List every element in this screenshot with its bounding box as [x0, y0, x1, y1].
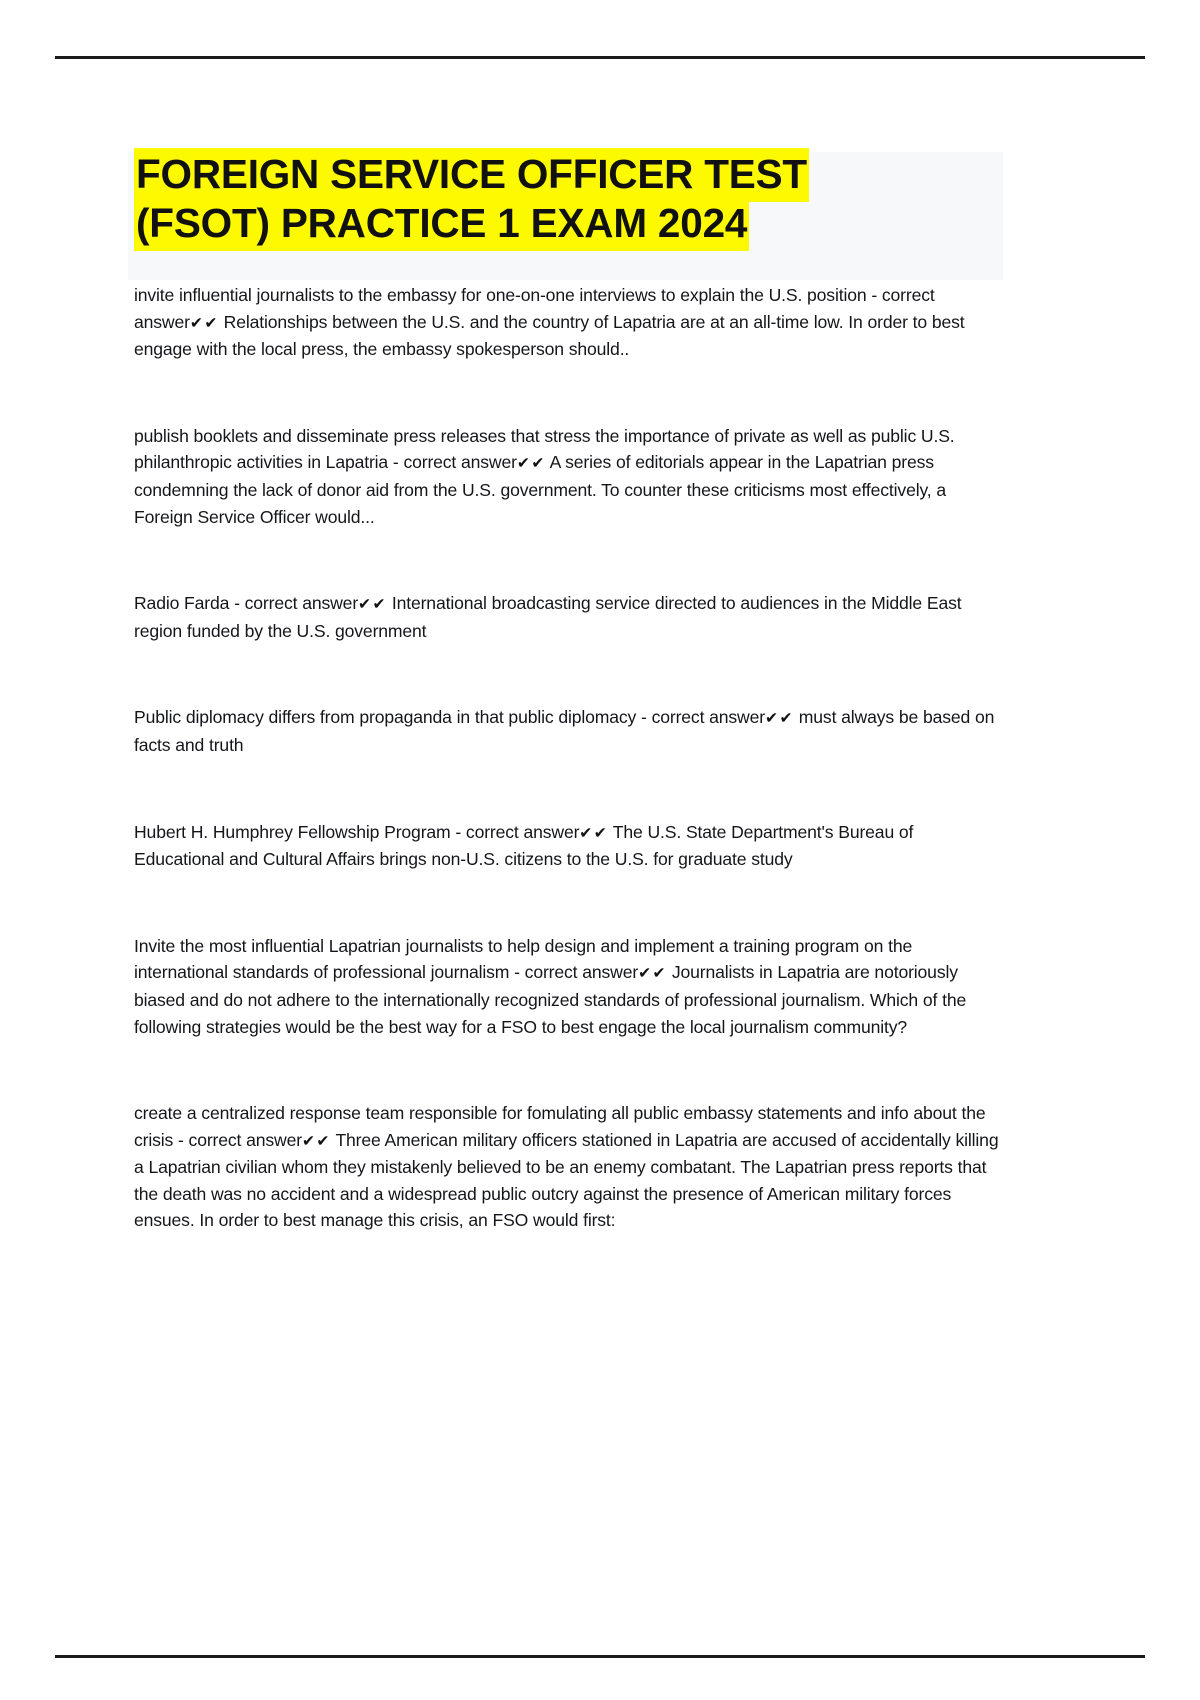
qa-prompt-6: Invite the most influential Lapatrian journalists to help design and implement a training program on the international standards of professional journalism - correct answer [134, 935, 913, 983]
correct-answer-check-icon-3: ✔✔ [358, 595, 388, 614]
correct-answer-check-icon-7: ✔✔ [301, 1131, 331, 1150]
correct-answer-check-icon-2: ✔✔ [516, 454, 546, 473]
qa-prompt-4: Public diplomacy differs from propaganda in that public diplomacy - correct answer [134, 707, 765, 728]
qa-answer-6: Journalists in Lapatria are notoriously biased and do not adhere to the internationally recognized standards of professional journalism. Which of the following strategies would be the best way for a FSO to best engage the local journalism community? [134, 962, 967, 1037]
qa-prompt-1: invite influential journalists to the embassy for one-on-one interviews to explain the U.S. position - correct answer [134, 285, 935, 332]
header-rule [55, 56, 1145, 59]
correct-answer-check-icon-6: ✔✔ [638, 964, 668, 983]
qa-answer-7: Three American military officers stationed in Lapatria are accused of accidentally killing a Lapatrian civilian whom they mistakenly believed to be an enemy combatant. The Lapatrian press reports that the death was no accident and a widespread public outcry against the presence of American military forces ensues. In order to best manage this crisis, an FSO would first: [134, 1129, 999, 1231]
qa-prompt-2: publish booklets and disseminate press releases that stress the importance of private as well as public U.S. philanthropic activities in Lapatria - correct answer [134, 425, 955, 473]
qa-answer-2: A series of editorials appear in the Lapatrian press condemning the lack of donor aid from the U.S. government. To counter these criticisms most effectively, a Foreign Service Officer would... [134, 452, 947, 527]
correct-answer-check-icon-5: ✔✔ [579, 823, 609, 842]
qa-entry-3 [134, 590, 1000, 644]
qa-entry-2 [134, 423, 1000, 530]
page-title-highlight-2: (FSOT) PRACTICE 1 EXAM 2024 [134, 197, 749, 251]
qa-entry-5 [134, 819, 1000, 873]
qa-answer-5: The U.S. State Department's Bureau of Educational and Cultural Affairs brings non-U.S. citizens to the U.S. for graduate study [134, 821, 914, 870]
page-title-line-1 [134, 150, 1000, 199]
qa-prompt-7: create a centralized response team responsible for fomulating all public embassy statements and info about the crisis - correct answer [134, 1103, 986, 1150]
page-title-line-2 [134, 199, 1000, 248]
qa-entry-1 [134, 282, 1000, 363]
qa-answer-3: International broadcasting service directed to audiences in the Middle East region funded by the U.S. government [134, 593, 962, 641]
qa-prompt-3: Radio Farda - correct answer [134, 593, 359, 614]
correct-answer-check-icon-4: ✔✔ [764, 709, 794, 728]
page-title [134, 150, 1000, 248]
qa-answer-4: must always be based on facts and truth [134, 707, 995, 755]
document-content [134, 150, 1000, 1234]
qa-entry-6 [134, 933, 1000, 1040]
qa-entry-4 [134, 704, 1000, 758]
correct-answer-check-icon-1: ✔✔ [189, 313, 219, 332]
qa-prompt-5: Hubert H. Humphrey Fellowship Program - correct answer [134, 821, 580, 842]
qa-entry-7 [134, 1100, 1000, 1234]
qa-answer-1: Relationships between the U.S. and the country of Lapatria are at an all-time low. In order to best engage with the local press, the embassy spokesperson should.. [134, 311, 965, 360]
page-title-highlight-1: FOREIGN SERVICE OFFICER TEST [134, 148, 809, 202]
footer-rule [55, 1655, 1145, 1658]
